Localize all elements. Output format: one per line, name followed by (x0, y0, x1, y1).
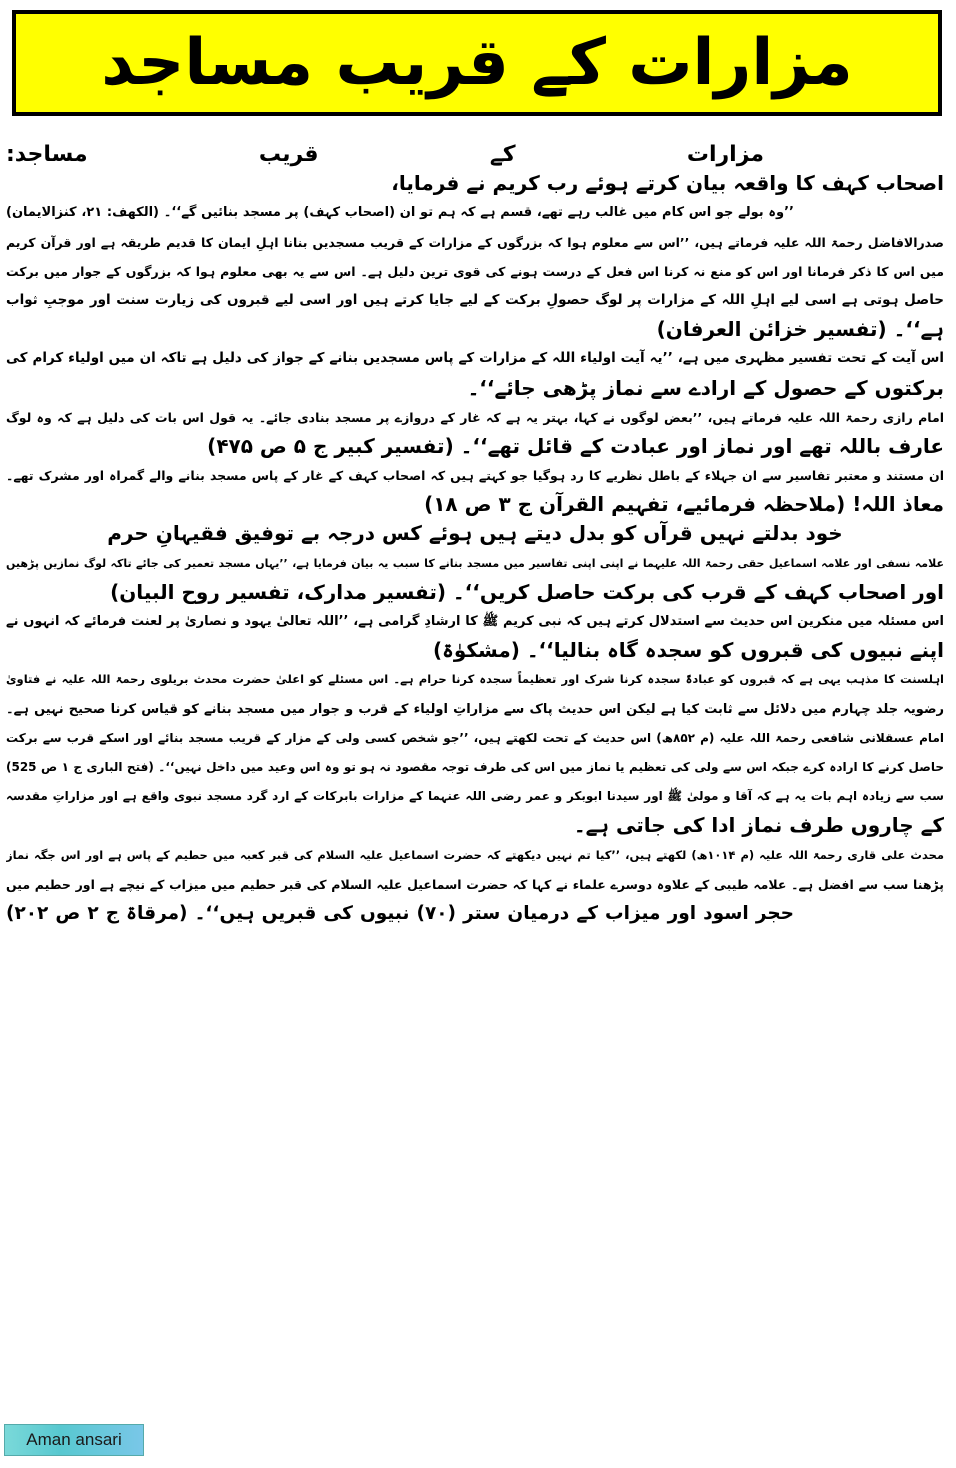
author-watermark (4, 1424, 144, 1456)
text-line: حاصل کرنے کا ارادہ کرے جبکہ اس سے ولی کی تعظیم یا نماز میں اس کی طرف توجہ مقصود نہ ہو تو وہ اس وعید میں داخل نہیں‘‘۔ (فتح الباری ج ۱ ص 525) (6, 759, 944, 774)
text-line: حجر اسود اور میزاب کے درمیان ستر (۷۰) نبیوں کی قبریں ہیں‘‘۔ (مرقاۃ ج ۲ ص ۲۰۲) (6, 902, 795, 924)
text-line: حاصل ہوتی ہے اسی لیے اہلِ اللہ کے مزارات پر لوگ حصولِ برکت کے لیے جایا کرتے ہیں اور اسی لیے قبروں کی زیارت سنت اور موجبِ ثواب (6, 291, 944, 308)
text-line: اپنے نبیوں کی قبروں کو سجدہ گاہ بنالیا‘‘۔ (مشکوٰۃ) (432, 638, 944, 663)
text-line: اس آیت کے تحت تفسیر مظہری میں ہے، ’’یہ آیت اولیاء اللہ کے مزارات کے پاس مسجدیں بنانے کے جواز کی دلیل ہے تاکہ ان میں اولیاء کرام کی (6, 350, 944, 367)
text-line: میں اس کا ذکر فرمانا اور اس کو منع نہ کرنا اس فعل کے درست ہونے کی قوی ترین دلیل ہے۔ اس سے یہ بھی معلوم ہوا کہ بزرگوں کے جوار میں برکت (6, 263, 944, 279)
text-line: سب سے زیادہ اہم بات یہ ہے کہ آقا و مولیٰ ﷺ اور سیدنا ابوبکر و عمر رضی اللہ عنہما کے مزارات بابرکات کے ارد گرد مسجد نبوی واقع ہے اور مزاراتِ مقدسہ (6, 789, 944, 804)
text-line: محدث علی قاری رحمۃ اللہ علیہ (م ۱۰۱۴ھ) لکھتے ہیں، ’’کیا تم نہیں دیکھتے کہ حضرت اسماعیل علیہ السلام کی قبر کعبہ میں حطیم کے پاس ہے اور اس جگہ نماز (6, 847, 944, 862)
text-line: ’’وہ بولے جو اس کام میں غالب رہے تھے، قسم ہے کہ ہم تو ان (اصحاب کہف) پر مسجد بنائیں گے‘‘۔ (الکھف: ۲۱، کنزالایمان) (6, 205, 794, 221)
text-line: اصحاب کہف کا واقعہ بیان کرتے ہوئے رب کریم نے فرمایا، (391, 171, 944, 196)
text-line: ہے‘‘۔ (تفسیر خزائن العرفان) (656, 317, 944, 342)
page-title: مزارات کے قریب مساجد (101, 26, 853, 100)
text-line: امام رازی رحمۃ اللہ علیہ فرماتے ہیں، ’’بعض لوگوں نے کہا، بہتر یہ ہے کہ غار کے دروازے پر مسجد بنادی جائے۔ یہ قول اس بات کی دلیل ہے کہ وہ لوگ (6, 409, 944, 425)
title-banner (12, 10, 942, 116)
text-line: اور اصحاب کہف کے قرب کی برکت حاصل کریں‘‘۔ (تفسیر مدارک، تفسیر روح البیان) (110, 579, 944, 604)
text-line: کے چاروں طرف نماز ادا کی جاتی ہے۔ (573, 813, 944, 838)
text-line: مزارات کے قریب مساجد: (6, 142, 764, 167)
text-line: امام عسقلانی شافعی رحمۃ اللہ علیہ (م ۸۵۲ھ) اس حدیث کے تحت لکھتے ہیں، ’’جو شخص کسی ولی کے مزار کے قریب مسجد بنائے اور اسکے قرب سے برکت (6, 730, 944, 745)
text-line: علامہ نسفی اور علامہ اسماعیل حقی رحمۃ اللہ علیہما نے اپنی اپنی تفاسیر میں مسجد بنانے کا سبب یہ بیان فرمایا ہے، ’’یہاں مسجد تعمیر کی جائے تاکہ لوگ نمازیں پڑھیں (6, 556, 944, 570)
text-line: عارف باللہ تھے اور نماز اور عبادت کے قائل تھے‘‘۔ (تفسیر کبیر ج ۵ ص ۴۷۵) (207, 433, 944, 458)
text-line: ان مستند و معتبر تفاسیر سے ان جہلاء کے باطل نظریے کا رد ہوگیا جو کہتے ہیں کہ اصحاب کہف کے غار کے پاس مسجد بنانے والے گمراہ اور مشرک تھے۔ (6, 468, 944, 484)
text-line: اہلسنت کا مذہب یہی ہے کہ قبروں کو عبادۃً سجدہ کرنا شرک اور تعظیماً سجدہ کرنا حرام ہے۔ اس مسئلے کو اعلیٰ حضرت محدث بریلوی رحمۃ اللہ علیہ نے فتاویٰ (6, 672, 944, 687)
text-line: اس مسئلہ میں منکرین اس حدیث سے استدلال کرتے ہیں کہ نبی کریم ﷺ کا ارشادِ گرامی ہے، ’’اللہ تعالیٰ یہود و نصاریٰ پر لعنت فرمائے کہ انہوں نے (6, 614, 944, 629)
text-line: معاذ اللہ! (ملاحظہ فرمائیے، تفہیم القرآن ج ۳ ص ۱۸) (424, 492, 944, 517)
text-line: پڑھنا سب سے افضل ہے۔ علامہ طیبی کے علاوہ دوسرے علماء نے کہا کہ حضرت اسماعیل علیہ السلام کی قبر حطیم میں میزاب کے نیچے ہے اور حطیم میں (6, 876, 944, 892)
text-line: خود بدلتے نہیں قرآں کو بدل دیتے ہیں ہوئے کس درجہ بے توفیق فقیہانِ حرم (107, 521, 843, 546)
text-line: صدرالافاضل رحمۃ اللہ علیہ فرماتے ہیں، ’’اس سے معلوم ہوا کہ بزرگوں کے مزارات کے قریب مسجدیں بنانا اہلِ ایمان کا قدیم طریقہ ہے اور قرآن کریم (6, 234, 944, 250)
watermark-text: Aman ansari (26, 1430, 122, 1449)
text-line: برکتوں کے حصول کے ارادے سے نماز پڑھی جائے‘‘۔ (467, 375, 944, 400)
article-body (6, 140, 944, 1452)
text-line: رضویہ جلد چہارم میں دلائل سے ثابت کیا ہے لیکن اس حدیث پاک سے مزاراتِ اولیاء کے قرب و جوار میں مسجد بنانے کو قیاس کرنا صحیح نہیں ہے۔ (6, 701, 944, 717)
